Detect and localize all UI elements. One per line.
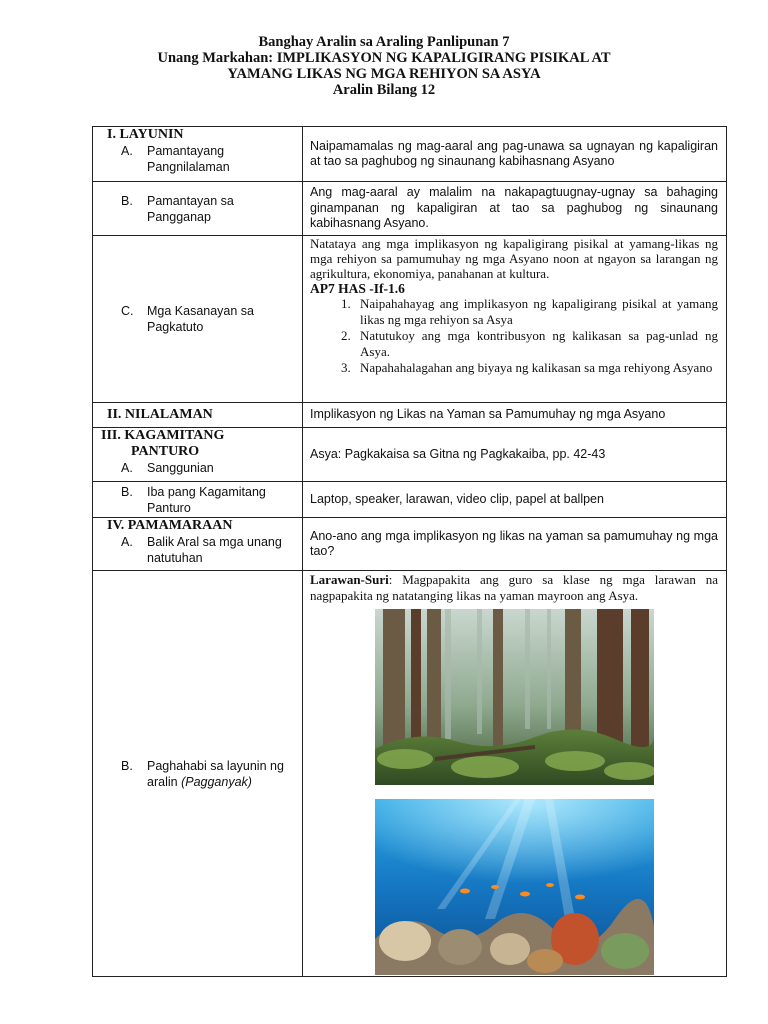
row-pamamaraan-b: [93, 571, 727, 977]
item-letter: A.: [121, 144, 133, 158]
header-topic: YAMANG LIKAS NG MGA REHIYON SA ASYA: [227, 66, 541, 82]
text-iba-pang-kagamitan: Laptop, speaker, larawan, video clip, papel at ballpen: [310, 491, 604, 506]
objectives-list: [310, 296, 718, 376]
section-title-kagamitan: III. KAGAMITANG: [101, 428, 225, 443]
header-lesson-number: Aralin Bilang 12: [332, 82, 436, 98]
objective-item: 1. Naipahahayag ang implikasyon ng kapaligirang pisikal at yamang likas ng mga rehiyon sa Asya: [354, 296, 718, 328]
item-label-paghahabi: Paghahabi sa layunin ng aralin: [147, 758, 284, 789]
text-balik-aral: Ano-ano ang mga implikasyon ng likas na yaman sa pamumuhay ng mga tao?: [310, 528, 718, 558]
item-letter: B.: [121, 484, 133, 499]
section-title-layunin: I. LAYUNIN: [107, 127, 184, 142]
header-title: Banghay Aralin sa Araling Panlipunan 7: [258, 34, 510, 50]
competency-code: AP7 HAS -If-1.6: [310, 281, 405, 296]
row-layunin-a: [93, 127, 727, 182]
text-pamantayang-pangnilalaman: Naipamamalas ng mag-aaral ang pag-unawa sa ugnayan ng kapaligiran at tao sa paghubog ng sinaunang kabihasnang Asyano: [310, 138, 718, 168]
section-title-nilalaman: II. NILALAMAN: [107, 407, 213, 422]
objective-item: 3. Napahahalagahan ang biyaya ng kalikasan sa mga rehiyong Asyano: [354, 360, 718, 376]
row-layunin-c: [93, 236, 727, 403]
lesson-plan-table: [92, 126, 727, 977]
text-paghahabi: [310, 572, 718, 603]
item-letter: B.: [121, 193, 133, 208]
item-letter: B.: [121, 758, 133, 773]
item-label-pamantayang-pangnilalaman: Pamantayang Pangnilalaman: [147, 144, 230, 174]
item-letter: C.: [121, 304, 134, 318]
section-title-pamamaraan: IV. PAMAMARAAN: [107, 518, 233, 533]
item-letter: A.: [121, 535, 133, 549]
row-kagamitan-a: [93, 428, 727, 482]
item-label-iba-pang-kagamitan: Iba pang Kagamitang Panturo: [147, 484, 266, 515]
text-nilalaman: Implikasyon ng Likas na Yaman sa Pamumuhay ng mga Asyano: [310, 407, 666, 422]
item-label-pagganyak: (Pagganyak): [181, 774, 252, 789]
section-title-kagamitan-cont: PANTURO: [131, 444, 200, 459]
row-nilalaman: [93, 403, 727, 428]
item-letter: A.: [121, 461, 133, 475]
header-quarter: Unang Markahan: IMPLIKASYON NG KAPALIGIRANG PISIKAL AT: [157, 50, 611, 66]
forest-photo: [375, 609, 654, 785]
item-label-kasanayan-sa-pagkatuto: Mga Kasanayan sa Pagkatuto: [147, 304, 255, 334]
text-kasanayan-sa-pagkatuto: Natataya ang mga implikasyon ng kapaligirang pisikal at yamang-likas ng mga rehiyon sa pamumuhay ng mga Asyano noon at ngayon sa larangan ng agrikultura, ekonomiya, panahanan at kultura.: [310, 236, 718, 281]
row-kagamitan-b: [93, 482, 727, 518]
row-pamamaraan-a: [93, 518, 727, 571]
item-label-balik-aral: Balik Aral sa mga unang natutuhan: [147, 535, 282, 565]
row-layunin-b: [93, 182, 727, 236]
activity-description: : Magpapakita ang guro sa klase ng mga larawan na nagpapakita ng natatanging likas na yaman mayroon ang Asya.: [310, 572, 718, 603]
document-header: [0, 34, 768, 98]
text-sanggunian: Asya: Pagkakaisa sa Gitna ng Pagkakaiba, pp. 42-43: [310, 446, 606, 461]
coral-reef-photo: [375, 799, 654, 975]
activity-title: Larawan-Suri: [310, 572, 389, 587]
text-pamantayan-sa-pangganap: Ang mag-aaral ay malalim na nakapagtuugnay-ugnay sa bahaging ginampanan ng kapaligiran at tao sa paghubog ng sinaunang kabihasnang Asyano.: [310, 185, 718, 231]
item-label-sanggunian: Sanggunian: [147, 461, 214, 475]
item-label-pamantayan-sa-pangganap: Pamantayan sa Pangganap: [147, 193, 234, 224]
objective-item: 2. Natutukoy ang mga kontribusyon ng kalikasan sa pag-unlad ng Asya.: [354, 328, 718, 360]
